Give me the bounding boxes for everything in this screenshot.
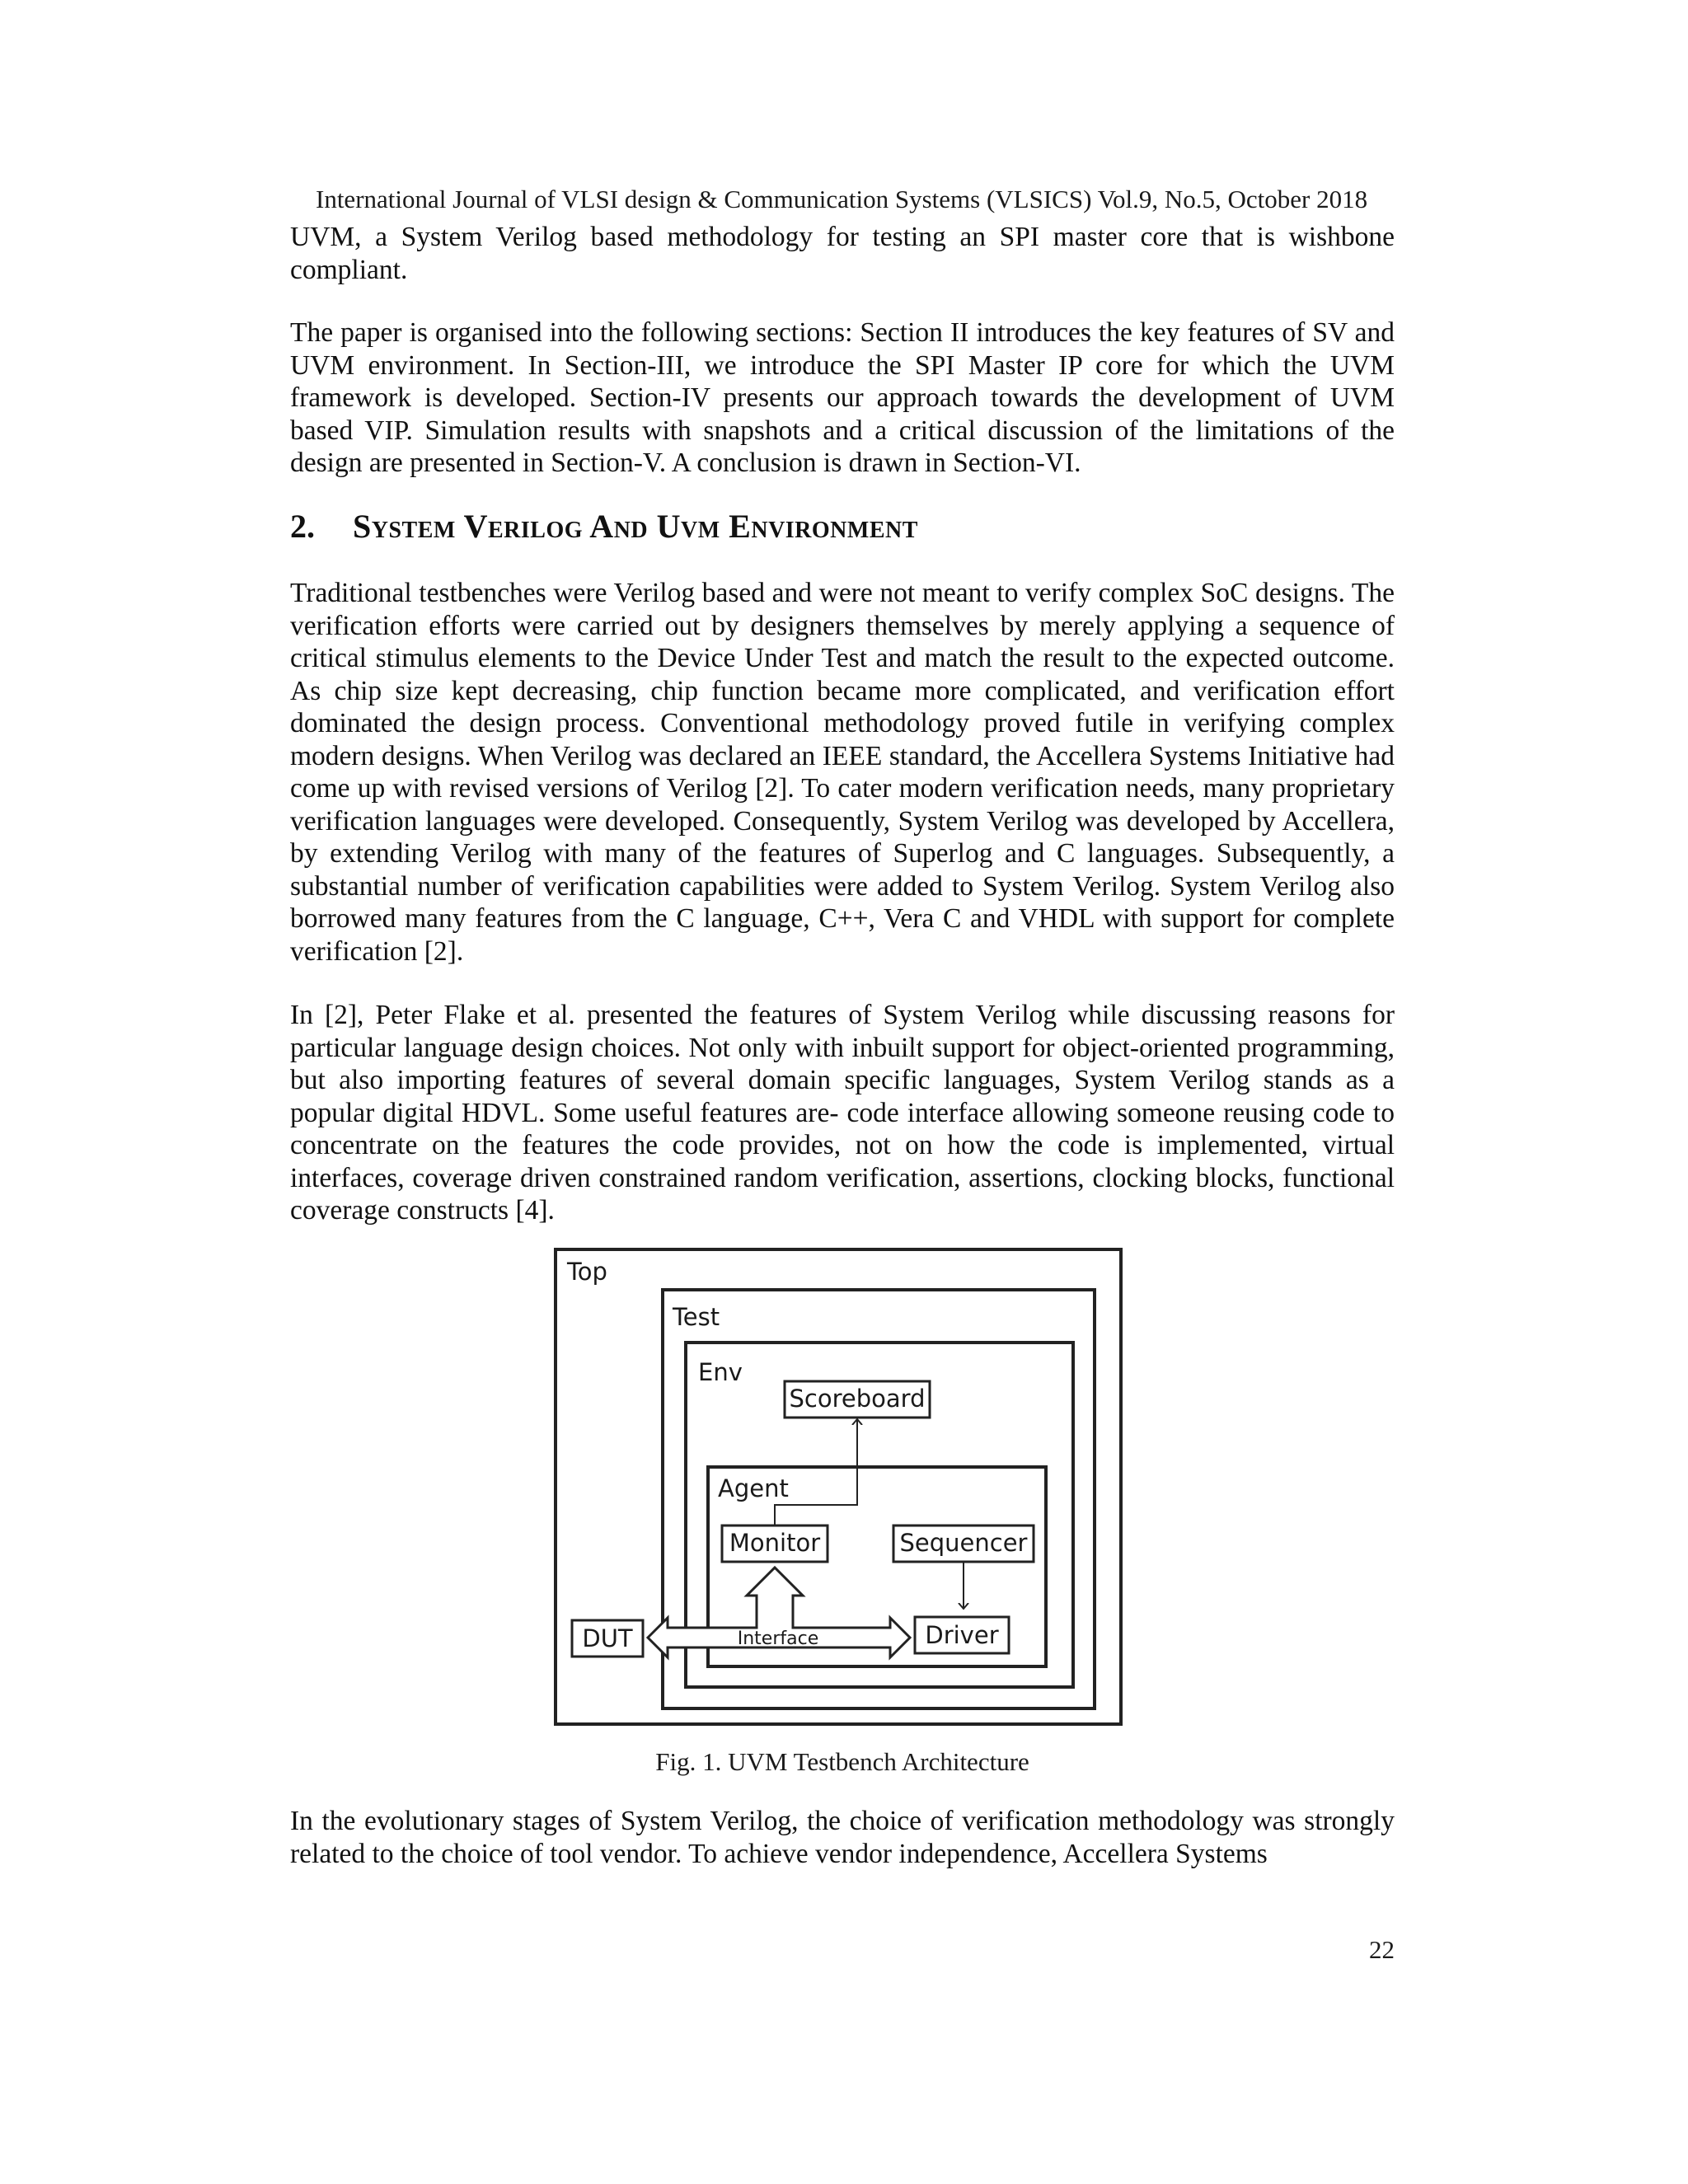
paragraph-intro-continuation: UVM, a System Verilog based methodology for testing an SPI master core that is wishbone compliant. <box>290 222 1395 285</box>
section-title: System Verilog And Uvm Environment <box>353 508 918 545</box>
interface-label: Interface <box>737 1629 819 1649</box>
page-number: 22 <box>1369 1935 1395 1964</box>
driver-label: Driver <box>925 1621 999 1649</box>
scoreboard-label: Scoreboard <box>789 1385 926 1413</box>
monitor-scoreboard-arrow <box>775 1419 857 1526</box>
sequencer-label: Sequencer <box>899 1529 1028 1557</box>
section-heading <box>290 508 918 546</box>
journal-header: International Journal of VLSI design & Communication Systems (VLSICS) Vol.9, No.5, October 2018 <box>316 185 1368 213</box>
top-label: Top <box>567 1258 607 1286</box>
agent-label: Agent <box>718 1474 789 1502</box>
uvm-architecture-figure <box>552 1244 1129 1731</box>
test-label: Test <box>673 1303 720 1331</box>
monitor-label: Monitor <box>729 1529 821 1557</box>
figure-caption: Fig. 1. UVM Testbench Architecture <box>655 1747 1029 1776</box>
section-number: 2. <box>290 508 315 545</box>
paragraph-organisation: The paper is organised into the following sections: Section II introduces the key features of SV and UVM environment. In Section-III, we introduce the SPI Master IP core for which the UVM framework is developed. Section-IV presents our approach towards the development of UVM based VIP. Simulation results with snapshots and a critical discussion of the limitations of the design are presented in Section-V. A conclusion is drawn in Section-VI. <box>290 317 1395 478</box>
uvm-architecture-diagram <box>552 1244 1129 1731</box>
paragraph-traditional-testbenches: Traditional testbenches were Verilog based and were not meant to verify complex SoC designs. The verification efforts were carried out by designers themselves by merely applying a sequence of critical stimulus elements to the Device Under Test and match the result to the expected outcome. As chip size kept decreasing, chip function became more complicated, and verification effort dominated the design process. Conventional methodology proved futile in verifying complex modern designs. When Verilog was declared an IEEE standard, the Accellera Systems Initiative had come up with revised versions of Verilog [2]. To cater modern verification needs, many proprietary verification languages were developed. Consequently, System Verilog was developed by Accellera, by extending Verilog with many of the features of Superlog and C languages. Subsequently, a substantial number of verification capabilities were added to System Verilog. System Verilog also borrowed many features from the C language, C++, Vera C and VHDL with support for complete verification [2]. <box>290 578 1395 967</box>
env-label: Env <box>698 1358 743 1386</box>
paragraph-evolution: In the evolutionary stages of System Verilog, the choice of verification methodology was strongly related to the choice of tool vendor. To achieve vendor independence, Accellera Systems <box>290 1806 1395 1869</box>
dut-label: DUT <box>582 1624 633 1652</box>
paragraph-flake: In [2], Peter Flake et al. presented the features of System Verilog while discussing reasons for particular language design choices. Not only with inbuilt support for object-oriented programming, but also importing features of several domain specific languages, System Verilog stands as a popular digital HDVL. Some useful features are- code interface allowing someone reusing code to concentrate on the features the code provides, not on how the code is implemented, virtual interfaces, coverage driven constrained random verification, assertions, clocking blocks, functional coverage constructs [4]. <box>290 1000 1395 1226</box>
